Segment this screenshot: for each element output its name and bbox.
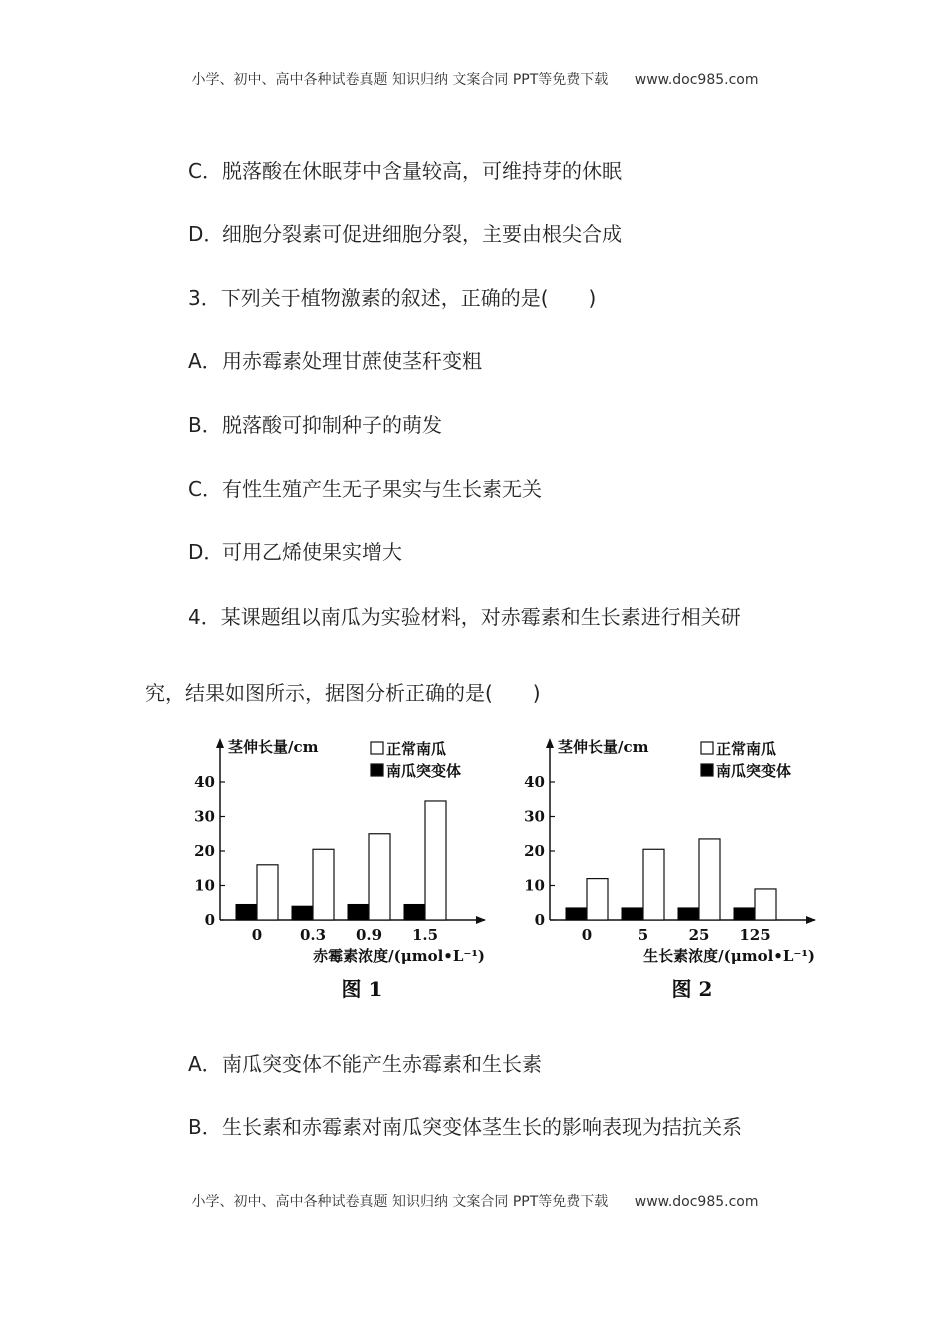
bar-mutant: [678, 908, 699, 920]
x-tick-label: 0: [251, 926, 263, 944]
bar-mutant: [292, 906, 313, 920]
q3-option-d: [188, 536, 402, 565]
bar-mutant: [622, 908, 643, 920]
legend-swatch: [371, 742, 383, 754]
figure-1-chart: [190, 730, 520, 1010]
option-text: 可用乙烯使果实增大: [222, 540, 402, 564]
y-tick-label: 0: [534, 911, 545, 929]
x-axis-label: 生长素浓度/(μmol•L⁻¹): [643, 947, 815, 965]
legend-label: 南瓜突变体: [716, 762, 792, 780]
q2-option-c: [188, 155, 622, 184]
x-tick-label: 1.5: [411, 926, 439, 944]
bar-normal: [257, 865, 278, 920]
y-tick-label: 10: [194, 876, 215, 895]
header-url: www.doc985.com: [634, 72, 759, 88]
x-axis-arrow: [806, 916, 816, 924]
legend-swatch: [701, 742, 713, 754]
bar-normal: [643, 849, 664, 920]
option-text: 南瓜突变体不能产生赤霉素和生长素: [222, 1052, 542, 1076]
header-text: 小学、初中、高中各种试卷真题 知识归纳 文案合同 PPT等免费下载: [191, 72, 609, 88]
x-tick-label: 125: [739, 926, 771, 944]
y-axis-arrow: [216, 738, 224, 748]
legend-swatch: [701, 764, 713, 776]
x-axis-arrow: [476, 916, 486, 924]
bar-mutant: [734, 908, 755, 920]
q3-option-b: [188, 409, 442, 438]
x-tick-label: 5: [637, 926, 649, 944]
option-label: B．: [188, 1115, 222, 1139]
option-text: 细胞分裂素可促进细胞分裂，主要由根尖合成: [222, 222, 622, 246]
option-text: 用赤霉素处理甘蔗使茎秆变粗: [222, 349, 482, 373]
q4-option-b: [188, 1111, 742, 1140]
y-tick-label: 40: [194, 773, 215, 791]
option-text: 脱落酸可抑制种子的萌发: [222, 413, 442, 437]
q4-stem-line2: 究，结果如图所示，据图分析正确的是( ): [145, 681, 541, 705]
page-footer: [0, 1191, 950, 1211]
x-tick-label: 0.9: [355, 926, 383, 944]
figure-2-chart: [520, 730, 850, 1010]
q4-stem-line1: 4．某课题组以南瓜为实验材料，对赤霉素和生长素进行相关研: [188, 605, 741, 629]
x-axis-label: 赤霉素浓度/(μmol•L⁻¹): [313, 947, 485, 965]
option-label: A．: [188, 1052, 222, 1076]
y-tick-label: 40: [524, 773, 545, 791]
bar-normal: [369, 834, 390, 920]
footer-url: www.doc985.com: [634, 1194, 759, 1210]
bar-normal: [587, 879, 608, 920]
legend-label: 正常南瓜: [386, 740, 447, 758]
page-header: [0, 69, 950, 89]
y-axis-label: 茎伸长量/cm: [228, 738, 319, 756]
y-tick-label: 0: [204, 911, 215, 929]
y-axis-arrow: [546, 738, 554, 748]
footer-text: 小学、初中、高中各种试卷真题 知识归纳 文案合同 PPT等免费下载: [191, 1194, 609, 1210]
y-tick-label: 20: [524, 842, 545, 860]
q3-option-c: [188, 473, 542, 502]
figure-caption: 图 2: [671, 977, 713, 1001]
option-text: 脱落酸在休眠芽中含量较高，可维持芽的休眠: [222, 159, 622, 183]
option-label: D．: [188, 222, 224, 246]
bar-mutant: [348, 904, 369, 920]
legend-label: 南瓜突变体: [386, 762, 462, 780]
bar-normal: [699, 839, 720, 920]
q3-stem: 3．下列关于植物激素的叙述，正确的是( ): [188, 286, 597, 310]
y-axis-label: 茎伸长量/cm: [558, 738, 649, 756]
figures: [190, 730, 850, 1010]
figure-caption: 图 1: [341, 977, 383, 1001]
option-label: B．: [188, 413, 222, 437]
y-tick-label: 30: [524, 807, 545, 826]
q4-option-a: [188, 1048, 542, 1077]
legend-label: 正常南瓜: [716, 740, 777, 758]
legend-swatch: [371, 764, 383, 776]
bar-mutant: [404, 904, 425, 920]
bar-mutant: [236, 904, 257, 920]
option-label: A．: [188, 349, 222, 373]
q3-option-a: [188, 345, 482, 374]
option-label: C．: [188, 477, 222, 501]
q2-option-d: [188, 218, 622, 247]
x-tick-label: 25: [688, 926, 710, 944]
option-label: C．: [188, 159, 222, 183]
x-tick-label: 0: [581, 926, 593, 944]
y-tick-label: 10: [524, 876, 545, 895]
y-tick-label: 20: [194, 842, 215, 860]
y-tick-label: 30: [194, 807, 215, 826]
bar-normal: [425, 801, 446, 920]
bar-normal: [755, 889, 776, 920]
option-text: 生长素和赤霉素对南瓜突变体茎生长的影响表现为拮抗关系: [222, 1115, 742, 1139]
bar-mutant: [566, 908, 587, 920]
x-tick-label: 0.3: [299, 926, 327, 944]
option-label: D．: [188, 540, 224, 564]
bar-normal: [313, 849, 334, 920]
option-text: 有性生殖产生无子果实与生长素无关: [222, 477, 542, 501]
